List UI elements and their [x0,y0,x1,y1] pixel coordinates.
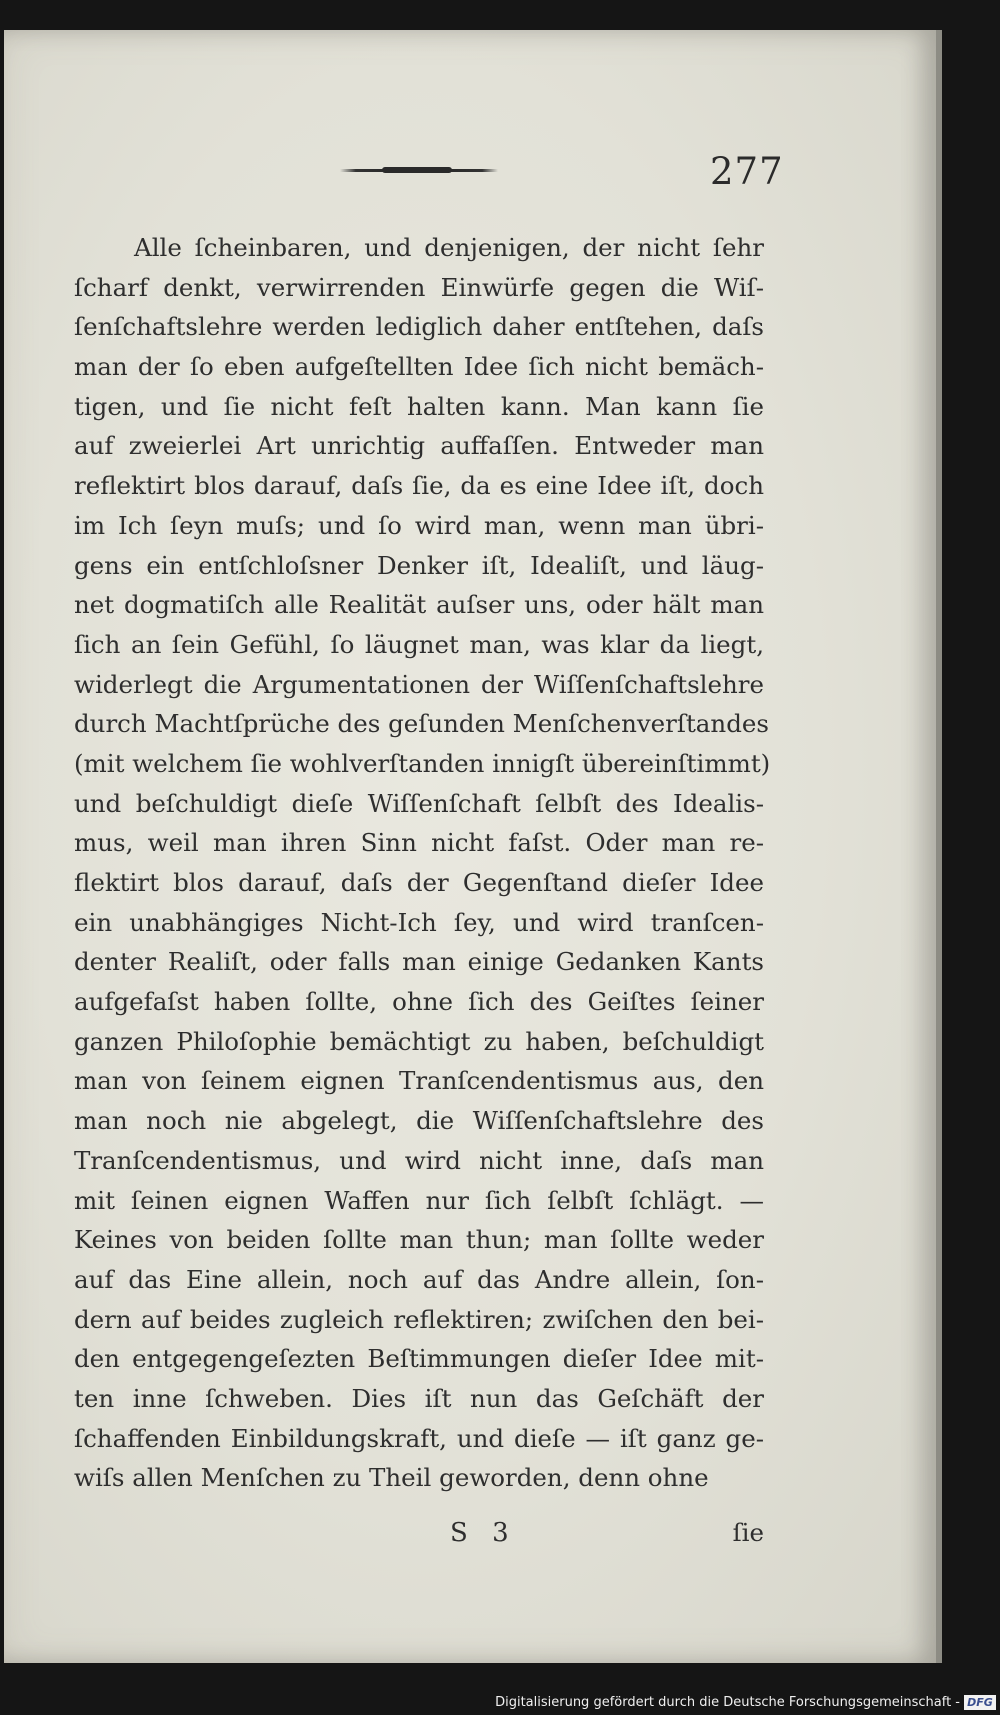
text-line: Keines von beiden ſollte man thun; man ſollte weder [74,1225,764,1255]
text-line: ganzen Philoſophie bemächtigt zu haben, beſchuldigt [74,1026,764,1056]
text-line: ſich an ſein Gefühl, ſo läugnet man, was klar da liegt, [74,629,764,659]
text-line: mus, weil man ihren Sinn nicht faſst. Oder man re- [74,828,764,858]
text-line: denter Realiſt, oder falls man einige Gedanken Kants [74,947,764,977]
signature-mark: S 3 [450,1518,517,1548]
text-line: durch Machtſprüche des geſunden Menſchenverſtandes [74,709,769,739]
text-line: ſchaffenden Einbildungskraft, und dieſe — iſt ganz ge- [74,1423,764,1453]
text-line: ſcharf denkt, verwirrenden Einwürfe gegen die Wiſ- [74,272,764,302]
text-line: ten inne ſchweben. Dies iſt nun das Geſchäft der [74,1383,764,1413]
text-line: (mit welchem ſie wohlverſtanden innigſt übereinſtimmt) [74,748,771,778]
credit-bar [0,1692,1000,1715]
text-line: ein unabhängiges Nicht-Ich ſey, und wird tranſcen- [74,907,764,937]
text-line: widerlegt die Argumentationen der Wiſſenſchaftslehre [74,669,764,699]
text-line: flektirt blos darauf, daſs der Gegenſtand dieſer Idee [74,868,764,897]
text-line: net dogmatiſch alle Realität auſser uns, oder hält man [74,590,764,620]
text-line: gens ein entſchloſsner Denker iſt, Idealiſt, und läug- [74,550,764,580]
funding-credit: Digitalisierung gefördert durch die Deutsche Forschungsgemeinschaft - [495,1695,960,1710]
text-line: man der ſo eben aufgeſtellten Idee ſich nicht bemäch- [74,352,764,382]
header-rule-ornament [382,167,452,173]
text-line: ſenſchaftslehre werden lediglich daher entſtehen, daſs [74,312,764,342]
text-body [74,228,771,1498]
text-line: mit ſeinen eignen Waffen nur ſich ſelbſt ſchlägt. — [74,1185,764,1215]
text-line: dern auf beides zugleich reflektiren; zwiſchen den bei- [74,1304,764,1334]
page-header [4,30,936,130]
text-line: aufgefaſst haben ſollte, ohne ſich des Geiſtes ſeiner [74,987,764,1017]
text-line: auf zweierlei Art unrichtig auffaſſen. Entweder man [74,431,764,461]
text-line: den entgegengeſezten Beſtimmungen dieſer Idee mit- [74,1344,764,1374]
page-footer [74,1518,764,1558]
text-line: tigen, und ſie nicht feſt halten kann. Man kann ſie [74,391,764,421]
text-line: man noch nie abgelegt, die Wiſſenſchaftslehre des [74,1106,764,1136]
text-line: auf das Eine allein, noch auf das Andre allein, ſon- [74,1264,764,1294]
book-page [4,30,942,1663]
text-line: wiſs allen Menſchen zu Theil geworden, denn ohne [74,1463,709,1493]
text-line: man von ſeinem eignen Tranſcendentismus aus, den [74,1066,764,1096]
text-line: Tranſcendentismus, und wird nicht inne, daſs man [74,1145,764,1175]
text-line: im Ich ſeyn muſs; und ſo wird man, wenn man übri- [74,510,764,540]
page-number: 277 [710,150,784,193]
dfg-logo-icon: DFG [964,1695,996,1710]
text-line: Alle ſcheinbaren, und denjenigen, der nicht ſehr [134,233,764,262]
text-line: und beſchuldigt dieſe Wiſſenſchaft ſelbſt des Idealis- [74,788,764,818]
text-line: reflektirt blos darauf, daſs ſie, da es eine Idee iſt, doch [74,471,764,501]
catchword: ſie [732,1518,764,1547]
